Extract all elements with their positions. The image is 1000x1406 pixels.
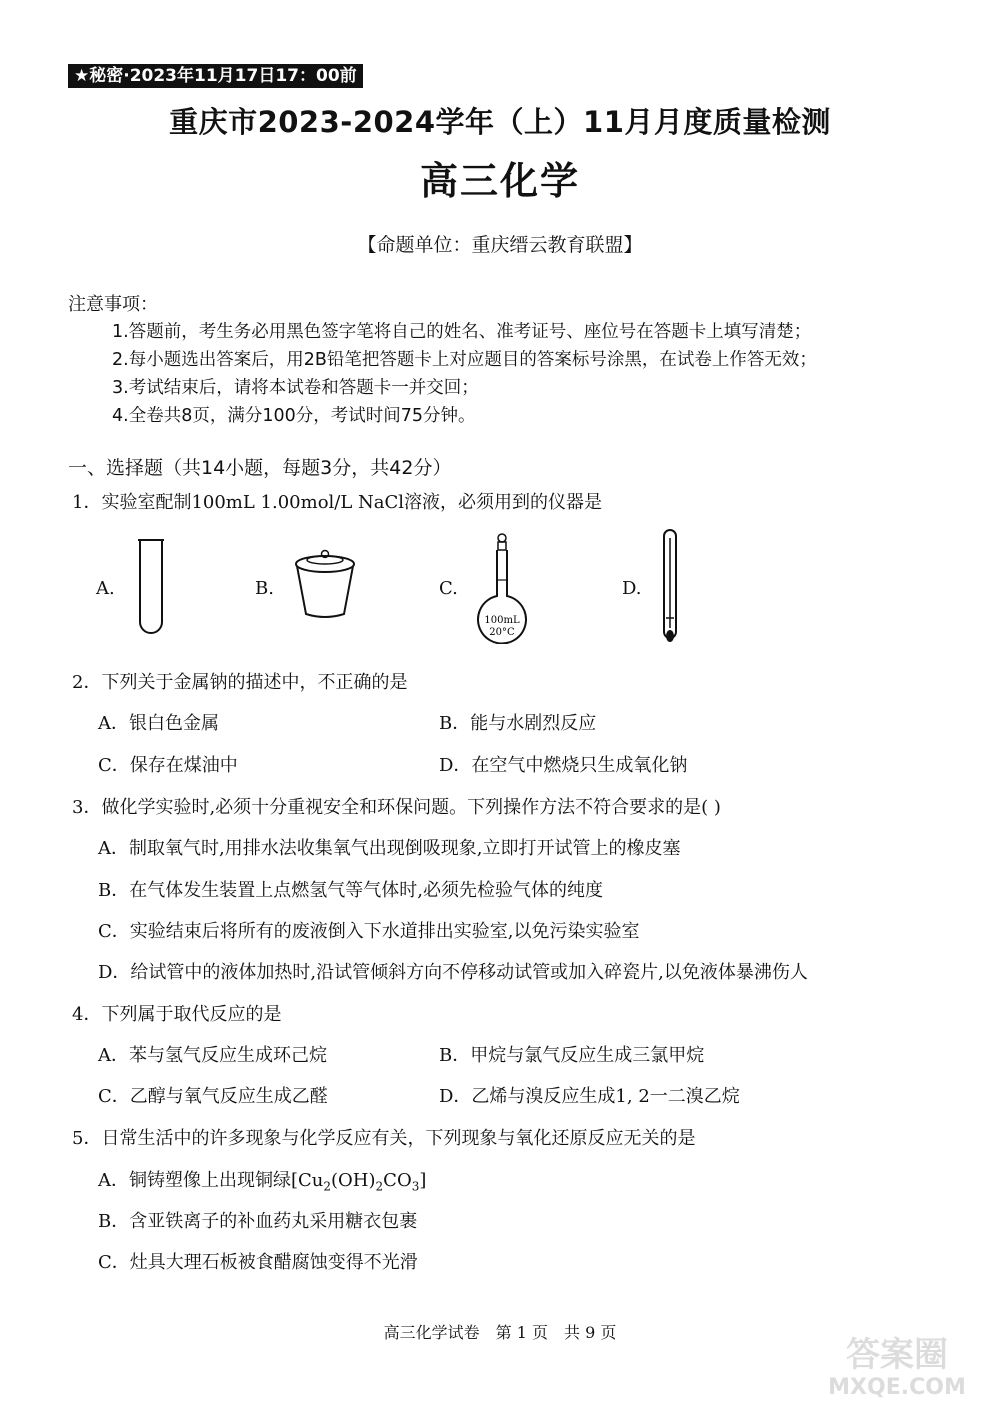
section-heading: 一、选择题（共14小题，每题3分，共42分） <box>68 457 452 479</box>
q1-option-b: B. <box>255 578 274 599</box>
question-4-stem: 4．下列属于取代反应的是 <box>72 1004 282 1025</box>
watermark-logo <box>802 1330 992 1400</box>
q1-option-a: A. <box>96 578 115 599</box>
author-unit: 【命题单位：重庆缙云教育联盟】 <box>357 234 643 256</box>
notice-item: 3.考试结束后，请将本试卷和答题卡一并交回； <box>112 378 479 398</box>
q5-option-b: B．含亚铁离子的补血药丸采用糖衣包裹 <box>98 1211 418 1232</box>
q3-option-b: B．在气体发生装置上点燃氢气等气体时,必须先检验气体的纯度 <box>98 880 603 901</box>
q2-option-c: C．保存在煤油中 <box>98 755 238 776</box>
q3-option-a: A．制取氧气时,用排水法收集氧气出现倒吸现象,立即打开试管上的橡皮塞 <box>98 838 681 859</box>
notice-heading: 注意事项： <box>68 294 158 315</box>
question-5-stem: 5．日常生活中的许多现象与化学反应有关，下列现象与氧化还原反应无关的是 <box>72 1128 696 1149</box>
question-3-stem: 3．做化学实验时,必须十分重视安全和环保问题。下列操作方法不符合要求的是( ) <box>72 797 721 818</box>
q4-option-b: B．甲烷与氯气反应生成三氯甲烷 <box>439 1045 705 1066</box>
q3-option-c: C．实验结束后将所有的废液倒入下水道排出实验室,以免污染实验室 <box>98 921 640 942</box>
secret-label: ★秘密·2023年11月17日17：00前 <box>68 64 363 88</box>
notice-item: 1.答题前，考生务必用黑色签字笔将自己的姓名、准考证号、座位号在答题卡上填写清楚； <box>112 322 812 342</box>
formula-sub: 3 <box>411 1179 420 1194</box>
formula-part: (OH) <box>331 1170 376 1191</box>
q2-option-a: A．银白色金属 <box>98 713 219 734</box>
formula-part: ] <box>419 1170 427 1191</box>
subject-title: 高三化学 <box>419 159 580 203</box>
q4-option-d: D．乙烯与溴反应生成1, 2一二溴乙烷 <box>439 1086 740 1107</box>
crucible-icon <box>292 548 358 620</box>
q3-option-d: D．给试管中的液体加热时,沿试管倾斜方向不停移动试管或加入碎瓷片,以免液体暴沸伤人 <box>98 962 808 983</box>
question-2-stem: 2．下列关于金属钠的描述中，不正确的是 <box>72 672 408 693</box>
question-1-stem: 1．实验室配制100mL 1.00mol/L NaCl溶液，必须用到的仪器是 <box>72 492 603 513</box>
q5-option-a <box>98 1166 426 1194</box>
test-tube-icon <box>136 538 166 638</box>
volumetric-flask-icon <box>474 532 530 644</box>
exam-title: 重庆市2023-2024学年（上）11月月度质量检测 <box>169 105 831 139</box>
notice-item: 4.全卷共8页，满分100分，考试时间75分钟。 <box>112 406 476 426</box>
q2-option-d: D．在空气中燃烧只生成氧化钠 <box>439 755 688 776</box>
watermark-bottom: MXQE.COM <box>828 1375 966 1400</box>
q1-option-d: D. <box>622 578 642 599</box>
thermometer-icon <box>660 528 682 646</box>
notice-item: 2.每小题选出答案后，用2B铅笔把答题卡上对应题目的答案标号涂黑，在试卷上作答无效； <box>112 350 817 370</box>
flask-label-volume: 100mL <box>484 615 520 626</box>
watermark-top: 答案圈 <box>846 1335 948 1375</box>
q4-option-c: C．乙醇与氧气反应生成乙醛 <box>98 1086 328 1107</box>
q4-option-a: A．苯与氢气反应生成环己烷 <box>98 1045 327 1066</box>
formula-sub: 2 <box>323 1179 332 1194</box>
q2-option-b: B．能与水剧烈反应 <box>439 713 597 734</box>
flask-label-temp: 20°C <box>489 627 515 638</box>
q5-option-c: C．灶具大理石板被食醋腐蚀变得不光滑 <box>98 1252 418 1273</box>
page-footer: 高三化学试卷 第 1 页 共 9 页 <box>383 1323 617 1342</box>
formula-sub: 2 <box>375 1179 384 1194</box>
q5-option-a-text: A．铜铸塑像上出现铜绿[Cu <box>98 1170 324 1191</box>
q1-option-c: C. <box>439 578 458 599</box>
formula-part: CO <box>383 1170 412 1191</box>
